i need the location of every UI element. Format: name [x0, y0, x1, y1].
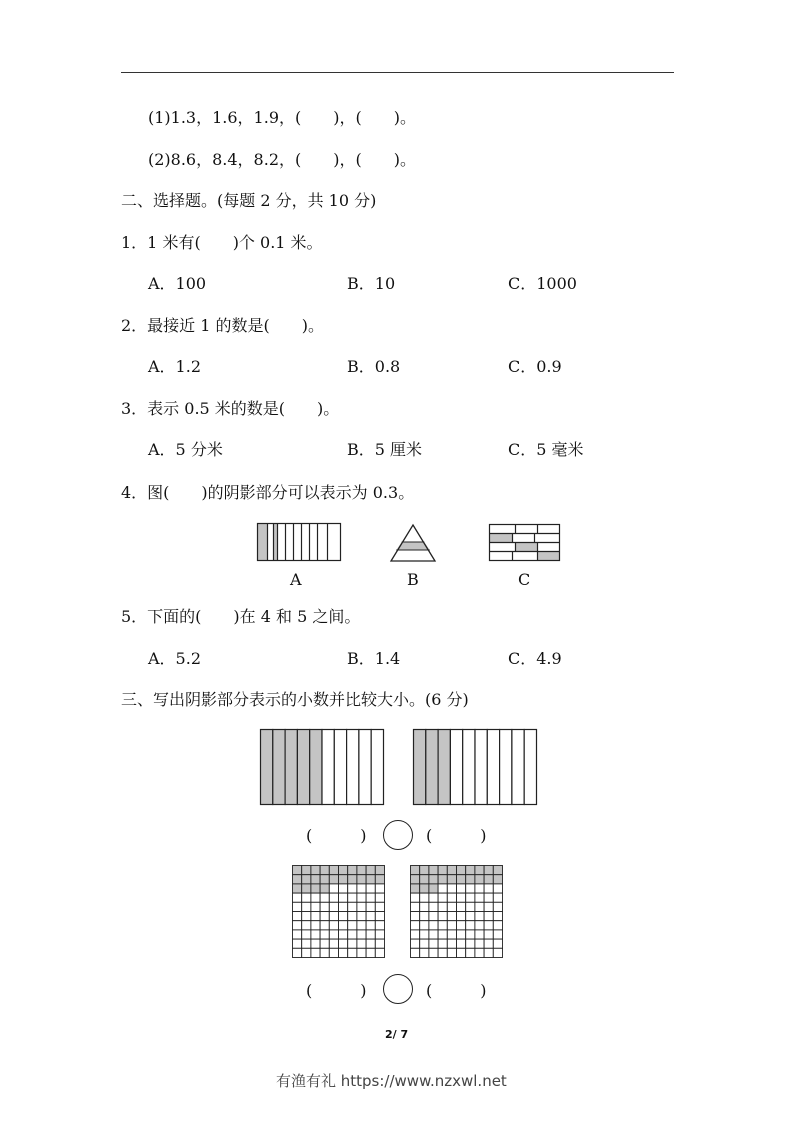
- grid-cell: [375, 902, 384, 911]
- shaded-cell: [411, 884, 420, 893]
- section2-heading: 二、选择题。(每题 2 分，共 10 分): [121, 191, 377, 210]
- shaded-strip: [438, 730, 450, 805]
- shaded-strip: [297, 730, 309, 805]
- grid-cell: [429, 939, 438, 948]
- sequence-line-2: (2)8.6，8.4，8.2，( )，( )。: [148, 150, 416, 169]
- grid-cell: [311, 902, 320, 911]
- grid-cell: [484, 884, 493, 893]
- grid-cell: [311, 921, 320, 930]
- grid-cell: [438, 930, 447, 939]
- grid-cell: [293, 902, 302, 911]
- grid-cell: [348, 884, 357, 893]
- grid-cell: [339, 902, 348, 911]
- shaded-cell: [447, 866, 456, 875]
- shaded-cell: [420, 866, 429, 875]
- grid-cell: [420, 939, 429, 948]
- shaded-cell: [438, 875, 447, 884]
- figure-c-label: C: [518, 570, 531, 589]
- shaded-cell: [293, 884, 302, 893]
- grid-cell: [447, 902, 456, 911]
- grid-cell: [366, 884, 375, 893]
- grid-cell: [411, 939, 420, 948]
- shaded-strip: [426, 730, 438, 805]
- shaded-cell: [302, 884, 311, 893]
- figure-a-label: A: [290, 570, 302, 589]
- strip: [500, 730, 512, 805]
- grid-cell: [411, 893, 420, 902]
- q2-option-a: A．1.2: [148, 357, 202, 376]
- grid-cell: [348, 893, 357, 902]
- shaded-cell: [357, 875, 366, 884]
- shaded-cell: [484, 875, 493, 884]
- grid-cell: [302, 902, 311, 911]
- grid-cell: [357, 948, 366, 957]
- grid-cell: [366, 930, 375, 939]
- strip: [463, 730, 475, 805]
- grid-cell: [357, 893, 366, 902]
- top-rule: [121, 72, 674, 73]
- shaded-cell: [466, 866, 475, 875]
- grid-cell: [429, 921, 438, 930]
- grid-cell: [475, 893, 484, 902]
- grid-cell: [420, 930, 429, 939]
- grid-cell: [447, 948, 456, 957]
- grid-cell: [475, 921, 484, 930]
- strip: [334, 730, 346, 805]
- grid-cell: [493, 902, 502, 911]
- grid-cell: [302, 912, 311, 921]
- grid-cell: [348, 948, 357, 957]
- sequence-line-1: (1)1.3，1.6，1.9，( )，( )。: [148, 108, 416, 127]
- grid-cell: [329, 939, 338, 948]
- answer-blank-1-right[interactable]: ( ): [426, 826, 487, 845]
- grid-cell: [411, 912, 420, 921]
- grid-cell: [457, 893, 466, 902]
- grid-cell: [438, 893, 447, 902]
- strip: [475, 730, 487, 805]
- grid-cell: [348, 902, 357, 911]
- grid-cell: [311, 939, 320, 948]
- shaded-cell: [311, 884, 320, 893]
- grid-cell: [375, 893, 384, 902]
- grid-cell: [293, 893, 302, 902]
- grid-cell: [420, 948, 429, 957]
- grid-cell: [311, 948, 320, 957]
- q2-option-b: B．0.8: [347, 357, 401, 376]
- grid-cell: [484, 939, 493, 948]
- shaded-cell: [457, 875, 466, 884]
- grid-cell: [484, 948, 493, 957]
- shaded-cell: [438, 866, 447, 875]
- grid-cell: [447, 930, 456, 939]
- q3-stem: 3．表示 0.5 米的数是( )。: [121, 399, 340, 418]
- grid-cell: [411, 930, 420, 939]
- grid-cell: [375, 921, 384, 930]
- grid-cell: [429, 902, 438, 911]
- grid-cell: [302, 921, 311, 930]
- shaded-cell: [293, 866, 302, 875]
- shaded-strip: [273, 730, 285, 805]
- shaded-cell: [420, 875, 429, 884]
- grid-cell: [466, 893, 475, 902]
- grid-cell: [329, 912, 338, 921]
- shaded-cell: [320, 884, 329, 893]
- answer-blank-1-left[interactable]: ( ): [306, 826, 367, 845]
- grid-cell: [357, 912, 366, 921]
- grid-cell: [302, 939, 311, 948]
- grid-cell: [339, 893, 348, 902]
- hundredths-grid-right: [410, 865, 504, 959]
- grid-cell: [466, 902, 475, 911]
- page-number: 2/ 7: [385, 1028, 409, 1041]
- shaded-cell: [429, 866, 438, 875]
- figure-b-triangle: [390, 524, 436, 562]
- grid-cell: [320, 902, 329, 911]
- grid-cell: [493, 930, 502, 939]
- grid-cell: [411, 921, 420, 930]
- grid-cell: [475, 930, 484, 939]
- grid-cell: [438, 884, 447, 893]
- grid-cell: [457, 884, 466, 893]
- grid-cell: [411, 902, 420, 911]
- grid-cell: [293, 930, 302, 939]
- grid-cell: [438, 921, 447, 930]
- shaded-cell: [320, 866, 329, 875]
- grid-cell: [429, 893, 438, 902]
- q5-stem: 5．下面的( )在 4 和 5 之间。: [121, 607, 361, 626]
- shaded-cell: [366, 875, 375, 884]
- shaded-cell: [302, 875, 311, 884]
- shaded-cell: [429, 884, 438, 893]
- grid-cell: [420, 912, 429, 921]
- grid-cell: [429, 930, 438, 939]
- grid-cell: [420, 893, 429, 902]
- strip: [322, 730, 334, 805]
- grid-cell: [320, 921, 329, 930]
- shaded-cell: [429, 875, 438, 884]
- shaded-cell: [339, 875, 348, 884]
- grid-cell: [493, 921, 502, 930]
- grid-cell: [438, 939, 447, 948]
- grid-cell: [339, 912, 348, 921]
- q1-option-b: B．10: [347, 274, 396, 293]
- grid-cell: [302, 930, 311, 939]
- shaded-cell: [420, 884, 429, 893]
- strip: [487, 730, 499, 805]
- shaded-cell: [339, 866, 348, 875]
- grid-cell: [339, 948, 348, 957]
- grid-cell: [429, 912, 438, 921]
- grid-cell: [466, 921, 475, 930]
- section3-heading: 三、写出阴影部分表示的小数并比较大小。(6 分): [121, 690, 469, 709]
- grid-cell: [484, 921, 493, 930]
- shaded-cell: [457, 866, 466, 875]
- grid-cell: [447, 893, 456, 902]
- grid-cell: [339, 930, 348, 939]
- grid-cell: [311, 930, 320, 939]
- shaded-cell: [329, 875, 338, 884]
- figure-c-grid: [489, 524, 561, 562]
- q1-option-c: C．1000: [508, 274, 577, 293]
- grid-cell: [466, 939, 475, 948]
- q5-option-c: C．4.9: [508, 649, 562, 668]
- grid-cell: [329, 902, 338, 911]
- q3-option-b: B．5 厘米: [347, 440, 423, 459]
- grid-cell: [320, 912, 329, 921]
- grid-cell: [493, 884, 502, 893]
- shaded-cell: [411, 866, 420, 875]
- grid-cell: [457, 921, 466, 930]
- grid-cell: [466, 884, 475, 893]
- footer-watermark-text: 有渔有礼 https://www.nzxwl.net: [276, 1072, 507, 1090]
- grid-cell: [302, 893, 311, 902]
- grid-cell: [438, 902, 447, 911]
- strip: [450, 730, 462, 805]
- grid-cell: [484, 902, 493, 911]
- shaded-cell: [302, 866, 311, 875]
- shaded-strip: [285, 730, 297, 805]
- grid-cell: [457, 948, 466, 957]
- shaded-cell: [320, 875, 329, 884]
- grid-cell: [493, 893, 502, 902]
- figure-b-label: B: [407, 570, 419, 589]
- shaded-cell: [493, 875, 502, 884]
- grid-cell: [438, 912, 447, 921]
- grid-cell: [357, 921, 366, 930]
- grid-cell: [493, 939, 502, 948]
- grid-cell: [457, 930, 466, 939]
- strip: [359, 730, 371, 805]
- grid-cell: [357, 902, 366, 911]
- shaded-cell: [311, 866, 320, 875]
- grid-cell: [366, 893, 375, 902]
- shaded-cell: [466, 875, 475, 884]
- grid-cell: [420, 921, 429, 930]
- grid-cell: [375, 930, 384, 939]
- hundredths-grid-left: [292, 865, 386, 959]
- grid-cell: [475, 939, 484, 948]
- grid-cell: [339, 884, 348, 893]
- grid-cell: [411, 948, 420, 957]
- shaded-cell: [348, 866, 357, 875]
- grid-cell: [302, 948, 311, 957]
- grid-cell: [429, 948, 438, 957]
- grid-cell: [348, 939, 357, 948]
- shaded-cell: [411, 875, 420, 884]
- grid-cell: [366, 921, 375, 930]
- grid-cell: [320, 948, 329, 957]
- grid-cell: [357, 939, 366, 948]
- tenths-strip-right: [413, 729, 537, 805]
- grid-cell: [329, 948, 338, 957]
- shaded-strip: [261, 730, 273, 805]
- grid-cell: [311, 912, 320, 921]
- shaded-cell: [375, 866, 384, 875]
- grid-cell: [466, 912, 475, 921]
- grid-cell: [375, 912, 384, 921]
- grid-cell: [375, 948, 384, 957]
- q2-option-c: C．0.9: [508, 357, 562, 376]
- shaded-cell: [475, 875, 484, 884]
- grid-cell: [457, 912, 466, 921]
- grid-cell: [447, 939, 456, 948]
- grid-cell: [457, 902, 466, 911]
- grid-cell: [339, 921, 348, 930]
- grid-cell: [329, 921, 338, 930]
- q1-option-a: A．100: [148, 274, 207, 293]
- q3-option-a: A．5 分米: [148, 440, 223, 459]
- grid-cell: [466, 948, 475, 957]
- shaded-cell: [475, 866, 484, 875]
- grid-cell: [447, 912, 456, 921]
- grid-cell: [438, 948, 447, 957]
- q1-stem: 1．1 米有( )个 0.1 米。: [121, 233, 323, 252]
- grid-cell: [475, 884, 484, 893]
- q2-stem: 2．最接近 1 的数是( )。: [121, 316, 325, 335]
- shaded-cell: [357, 866, 366, 875]
- grid-cell: [311, 893, 320, 902]
- grid-cell: [493, 948, 502, 957]
- grid-cell: [375, 884, 384, 893]
- shaded-cell: [484, 866, 493, 875]
- grid-cell: [293, 912, 302, 921]
- grid-cell: [357, 930, 366, 939]
- grid-cell: [484, 930, 493, 939]
- strip: [524, 730, 536, 805]
- compare-circle-1[interactable]: [383, 820, 413, 850]
- grid-cell: [329, 893, 338, 902]
- grid-cell: [348, 921, 357, 930]
- q5-option-a: A．5.2: [148, 649, 202, 668]
- grid-cell: [447, 884, 456, 893]
- grid-cell: [475, 912, 484, 921]
- q4-stem: 4．图( )的阴影部分可以表示为 0.3。: [121, 483, 415, 502]
- answer-blank-2-left[interactable]: ( ): [306, 981, 367, 1000]
- strip: [347, 730, 359, 805]
- shaded-strip: [310, 730, 322, 805]
- grid-cell: [457, 939, 466, 948]
- q5-option-b: B．1.4: [347, 649, 401, 668]
- shaded-cell: [493, 866, 502, 875]
- grid-cell: [348, 912, 357, 921]
- shaded-cell: [293, 875, 302, 884]
- shaded-cell: [375, 875, 384, 884]
- grid-cell: [357, 884, 366, 893]
- shaded-cell: [366, 866, 375, 875]
- grid-cell: [466, 930, 475, 939]
- grid-cell: [484, 893, 493, 902]
- grid-cell: [293, 939, 302, 948]
- grid-cell: [366, 912, 375, 921]
- grid-cell: [329, 884, 338, 893]
- strip: [512, 730, 524, 805]
- shaded-cell: [311, 875, 320, 884]
- grid-cell: [320, 939, 329, 948]
- shaded-cell: [447, 875, 456, 884]
- grid-cell: [366, 902, 375, 911]
- grid-cell: [293, 948, 302, 957]
- shaded-cell: [348, 875, 357, 884]
- figure-a-strips: [257, 523, 341, 563]
- grid-cell: [366, 948, 375, 957]
- grid-cell: [493, 912, 502, 921]
- shaded-strip: [414, 730, 426, 805]
- compare-circle-2[interactable]: [383, 974, 413, 1004]
- grid-cell: [484, 912, 493, 921]
- tenths-strip-left: [260, 729, 384, 805]
- q3-option-c: C．5 毫米: [508, 440, 584, 459]
- grid-cell: [293, 921, 302, 930]
- grid-cell: [329, 930, 338, 939]
- strip: [371, 730, 383, 805]
- grid-cell: [375, 939, 384, 948]
- grid-cell: [447, 921, 456, 930]
- grid-cell: [320, 893, 329, 902]
- grid-cell: [320, 930, 329, 939]
- grid-cell: [348, 930, 357, 939]
- shaded-cell: [329, 866, 338, 875]
- grid-cell: [339, 939, 348, 948]
- grid-cell: [366, 939, 375, 948]
- answer-blank-2-right[interactable]: ( ): [426, 981, 487, 1000]
- grid-cell: [475, 902, 484, 911]
- grid-cell: [475, 948, 484, 957]
- grid-cell: [420, 902, 429, 911]
